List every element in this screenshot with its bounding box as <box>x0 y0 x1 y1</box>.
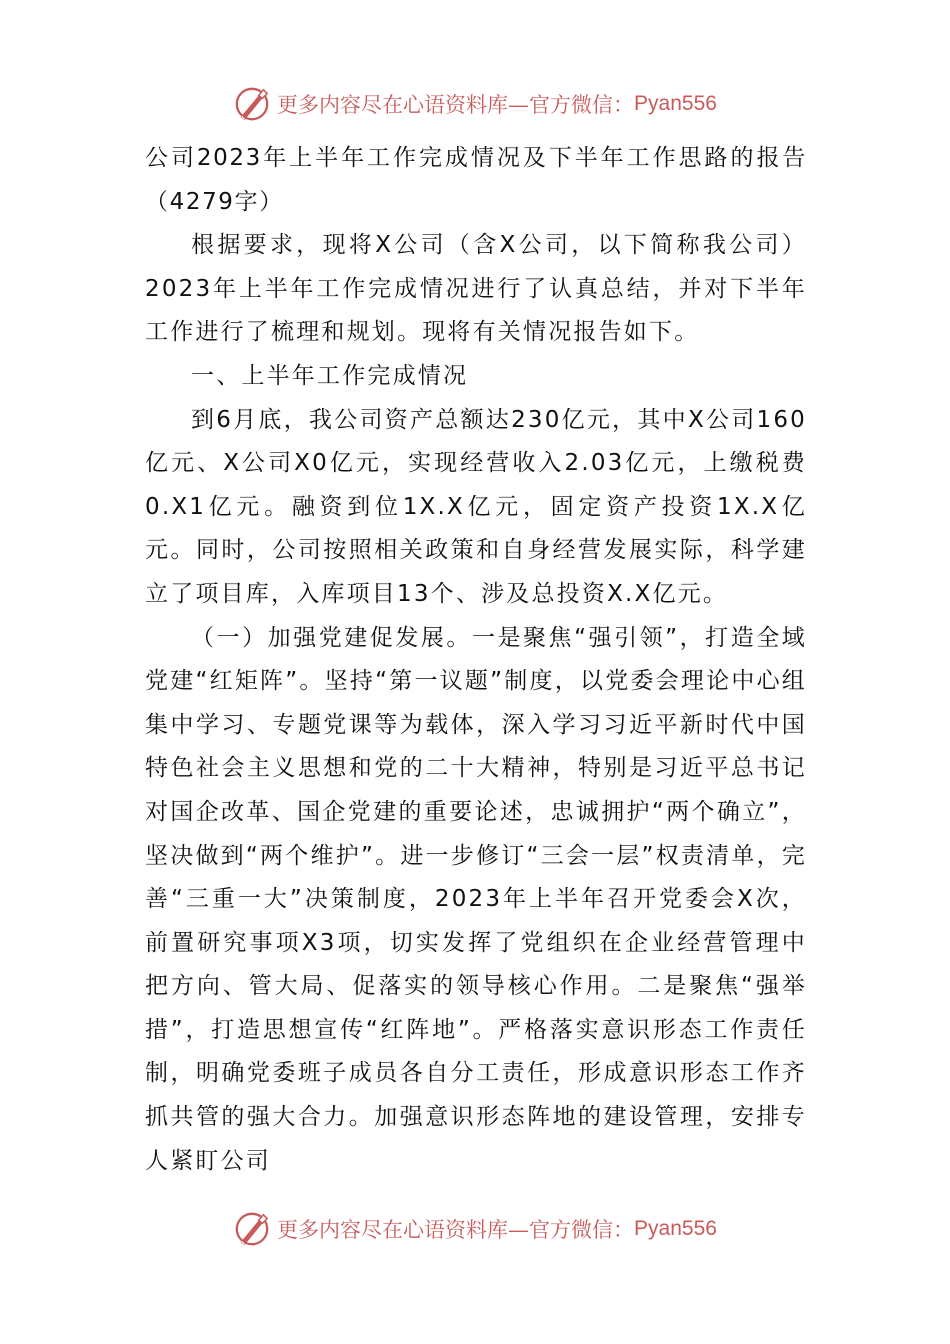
document-title: 公司2023年上半年工作完成情况及下半年工作思路的报告（4279字） <box>145 145 807 215</box>
watermark-banner-bottom[interactable] <box>0 1207 950 1251</box>
watermark-banner-top[interactable] <box>0 82 950 126</box>
pen-logo-icon <box>233 1210 271 1248</box>
pen-logo-icon <box>233 85 271 123</box>
summary-paragraph: 到6月底，我公司资产总额达230亿元，其中X公司160亿元、X公司X0亿元，实现经营收入2.03亿元，上缴税费0.X1亿元。融资到位1X.X亿元，固定资产投资1X.X亿元。同时，公司按照相关政策和自身经营发展实际，科学建立了项目库，入库项目13个、涉及总投资X.X亿元。 <box>145 406 807 607</box>
document-body <box>145 137 807 1183</box>
watermark-text: 更多内容尽在心语资料库—官方微信： <box>277 1218 635 1242</box>
watermark-text: 更多内容尽在心语资料库—官方微信： <box>277 93 635 117</box>
intro-paragraph: 根据要求，现将X公司（含X公司，以下简称我公司）2023年上半年工作完成情况进行了认真总结，并对下半年工作进行了梳理和规划。现将有关情况报告如下。 <box>145 232 807 346</box>
section-heading: 一、上半年工作完成情况 <box>191 362 469 389</box>
watermark-wechat-id: Pyan556 <box>634 1217 717 1240</box>
watermark-wechat-id: Pyan556 <box>634 92 717 115</box>
party-building-paragraph: （一）加强党建促发展。一是聚焦“强引领”，打造全域党建“红矩阵”。坚持“第一议题”制度，以党委会理论中心组集中学习、专题党课等为载体，深入学习习近平新时代中国特色社会主义思想和党的二十大精神，特别是习近平总书记对国企改革、国企党建的重要论述，忠诚拥护“两个确立”，坚决做到“两个维护”。进一步修订“三会一层”权责清单，完善“三重一大”决策制度，2023年上半年召开党委会X次，前置研究事项X3项，切实发挥了党组织在企业经营管理中把方向、管大局、促落实的领导核心作用。二是聚焦“强举措”，打造思想宣传“红阵地”。严格落实意识形态工作责任制，明确党委班子成员各自分工责任，形成意识形态工作齐抓共管的强大合力。加强意识形态阵地的建设管理，安排专人紧盯公司 <box>145 624 807 1174</box>
